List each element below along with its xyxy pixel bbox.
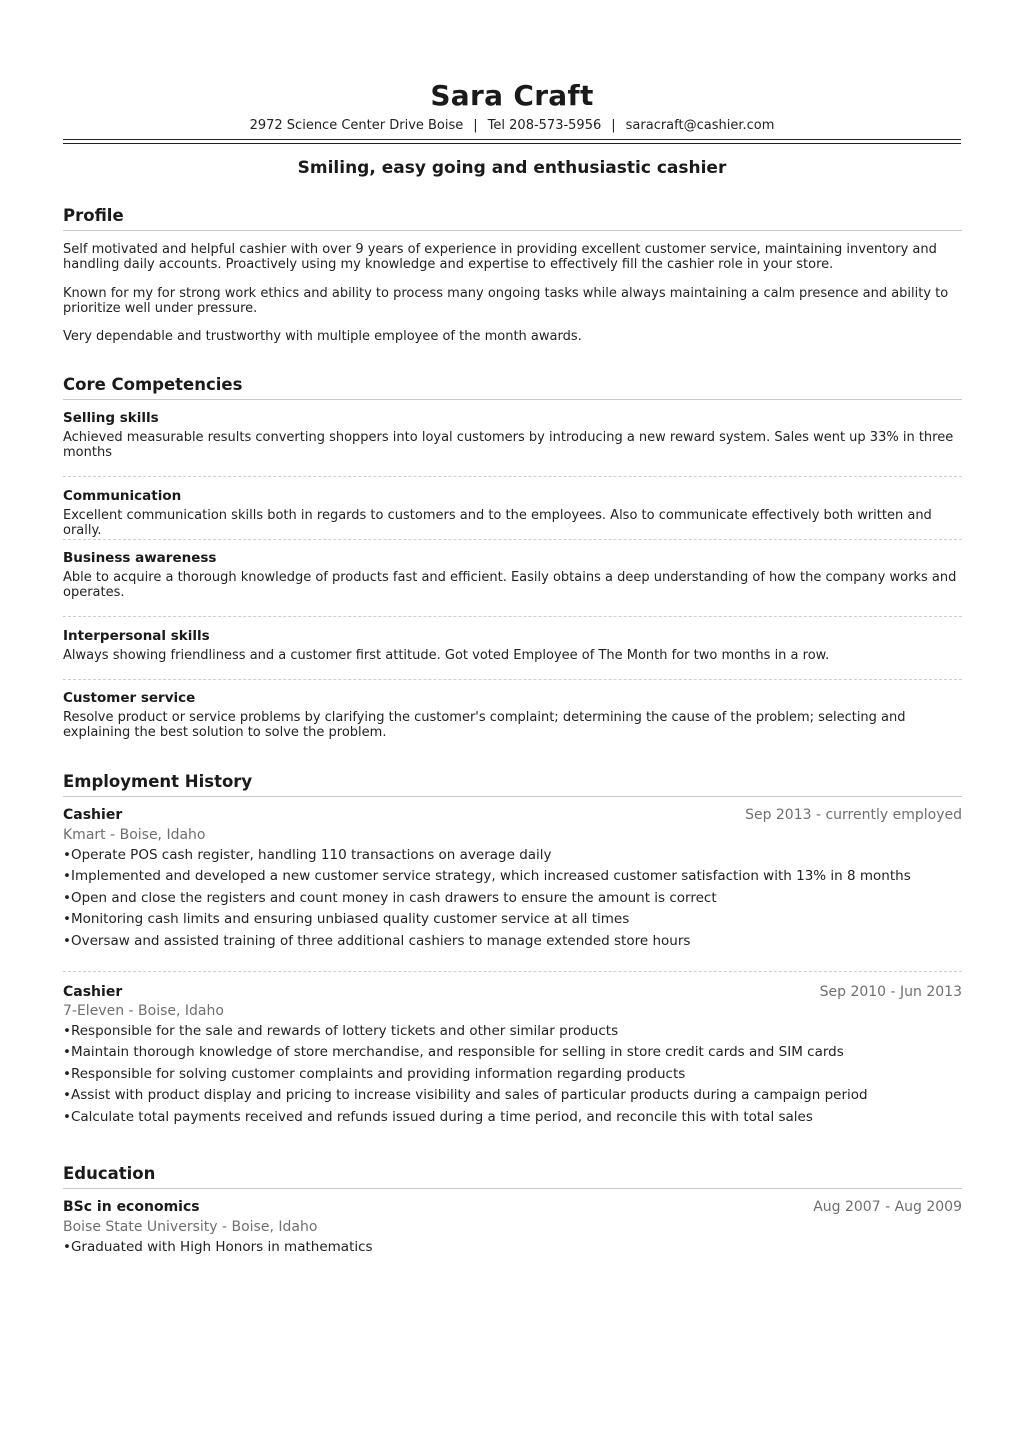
competency-name: Customer service [63,690,196,706]
job-dates: Sep 2010 - Jun 2013 [819,984,962,1000]
profile-paragraph: Known for my for strong work ethics and ability to process many ongoing tasks while always maintaining a calm presence and ability to prioritize well under pressure. [63,286,949,316]
job-title: Cashier [63,807,123,823]
email-link[interactable]: saracraft@cashier.com [625,118,775,133]
section-title-competencies: Core Competencies [63,374,962,400]
profile-paragraph: Self motivated and helpful cashier with over 9 years of experience in providing excellent customer service, maintaining inventory and handling daily accounts. Proactively using my knowledge and expertise to effectively fill the cashier role in your store. [63,242,937,272]
job-bullets [63,845,963,952]
competency-name: Business awareness [63,550,217,566]
divider [63,679,962,680]
competency-desc: Excellent communication skills both in regards to customers and to the employees. Also to communicate effectively both written and orally. [63,508,932,538]
list-item: • Calculate total payments received and refunds issued during a time period, and reconcile this with total sales [63,1107,963,1128]
competency-desc: Able to acquire a thorough knowledge of products fast and efficient. Easily obtains a deep understanding of how the company works and operates. [63,570,957,600]
header-divider [63,139,961,144]
divider [63,539,962,540]
list-item: • Responsible for the sale and rewards of lottery tickets and other similar products [63,1021,963,1042]
competency-name: Communication [63,488,182,504]
list-item: • Monitoring cash limits and ensuring unbiased quality customer service at all times [63,909,963,930]
education-dates: Aug 2007 - Aug 2009 [813,1199,962,1215]
job-bullets [63,1021,963,1128]
profile-paragraph: Very dependable and trustworthy with multiple employee of the month awards. [63,329,582,344]
competency-desc: Always showing friendliness and a customer first attitude. Got voted Employee of The Month for two months in a row. [63,648,830,663]
competency-name: Selling skills [63,410,159,426]
headline: Smiling, easy going and enthusiastic cashier [297,158,727,178]
divider [63,616,962,617]
degree-title: BSc in economics [63,1199,200,1215]
list-item: • Maintain thorough knowledge of store merchandise, and responsible for selling in store credit cards and SIM cards [63,1042,963,1063]
list-item: • Graduated with High Honors in mathematics [63,1237,963,1258]
list-item: • Operate POS cash register, handling 110 transactions on average daily [63,845,963,866]
competency-desc: Achieved measurable results converting shoppers into loyal customers by introducing a new reward system. Sales went up 33% in three months [63,430,954,460]
address: 2972 Science Center Drive Boise [249,118,464,133]
section-title-employment: Employment History [63,771,962,797]
competency-name: Interpersonal skills [63,628,210,644]
job-dates: Sep 2013 - currently employed [745,807,962,823]
school-name: Boise State University - Boise, Idaho [63,1219,318,1235]
contact-line [0,118,1024,134]
education-bullets [63,1237,963,1258]
job-company: 7-Eleven - Boise, Idaho [63,1003,224,1019]
job-company: Kmart - Boise, Idaho [63,827,206,843]
contact-separator: | [611,118,616,133]
divider [63,476,962,477]
list-item: • Oversaw and assisted training of three additional cashiers to manage extended store hours [63,931,963,952]
list-item: • Open and close the registers and count money in cash drawers to ensure the amount is correct [63,888,963,909]
contact-separator: | [473,118,478,133]
section-title-profile: Profile [63,205,962,231]
list-item: • Assist with product display and pricing to increase visibility and sales of particular products during a campaign period [63,1085,963,1106]
divider [63,971,962,972]
phone: Tel 208-573-5956 [487,118,602,133]
job-title: Cashier [63,984,123,1000]
competency-desc: Resolve product or service problems by clarifying the customer's complaint; determining the cause of the problem; selecting and explaining the best solution to solve the problem. [63,710,906,740]
list-item: • Responsible for solving customer complaints and providing information regarding products [63,1064,963,1085]
section-title-education: Education [63,1163,962,1189]
list-item: • Implemented and developed a new customer service strategy, which increased customer satisfaction with 13% in 8 months [63,866,963,887]
candidate-name: Sara Craft [430,79,594,112]
